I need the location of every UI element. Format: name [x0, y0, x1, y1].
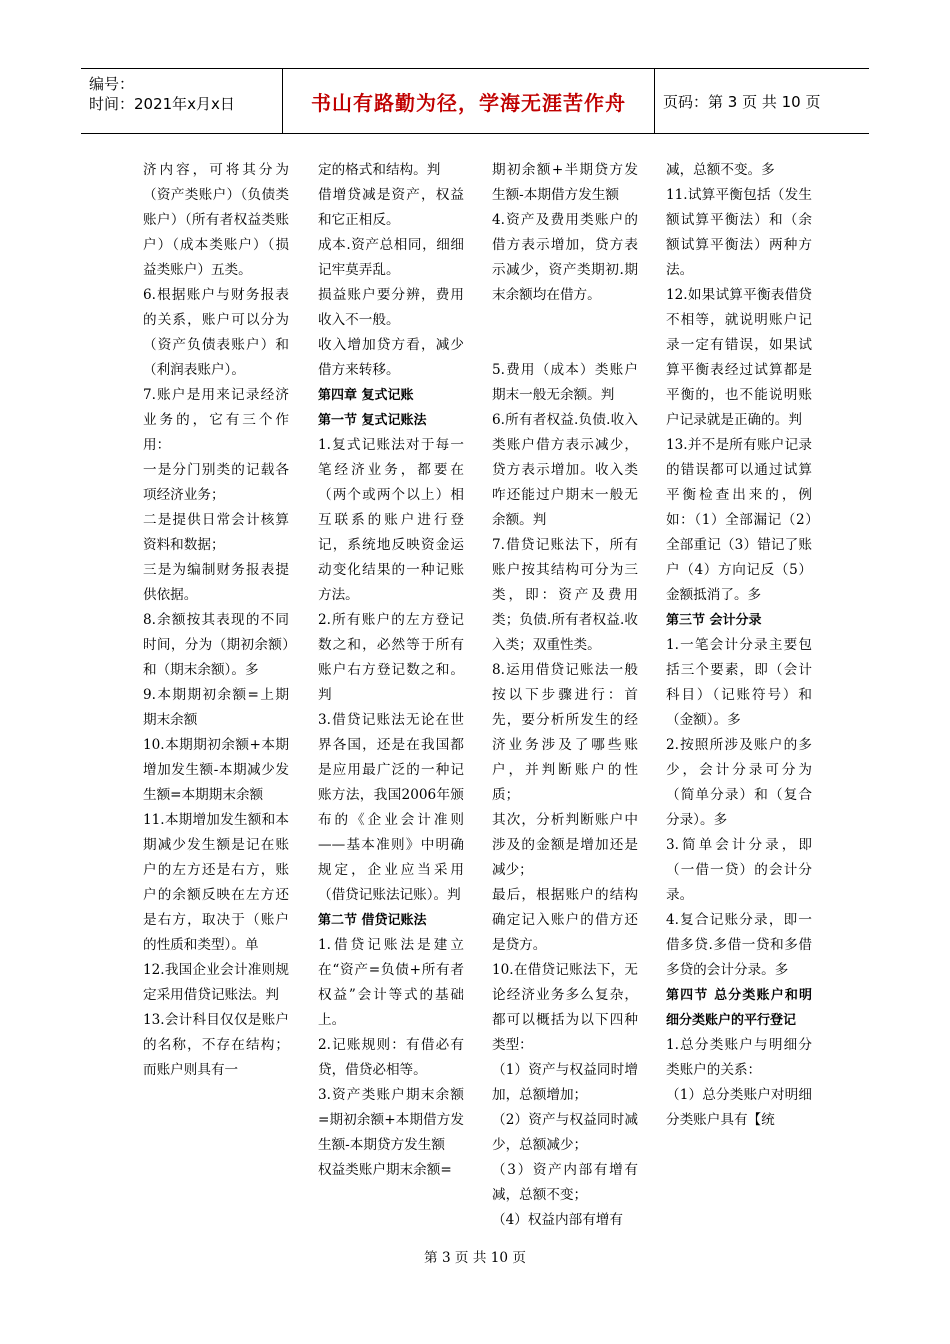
paragraph: 13.并不是所有账户记录的错误都可以通过试算平衡检查出来的，例如：（1）全部漏记（2）全部重记（3）错记了账户（4）方向记反（5）金额抵消了。多 — [666, 437, 812, 603]
paragraph: 12.如果试算平衡表借贷不相等，就说明账户记录一定有错误，如果试算平衡表经过试算都是平衡的，也不能说明账户记录就是正确的。判 — [666, 287, 812, 428]
paragraph: 最后，根据账户的结构确定记入账户的借方还是贷方。 — [492, 887, 638, 953]
paragraph: 3.简单会计分录，即（一借一贷）的会计分录。 — [666, 837, 812, 903]
page-header — [81, 68, 869, 134]
paragraph: 7.账户是用来记录经济业务的，它有三个作用： — [143, 387, 289, 453]
paragraph: 8.运用借贷记账法一般按以下步骤进行：首先，要分析所发生的经济业务涉及了哪些账户，并判断账户的性质； — [492, 662, 638, 803]
paragraph: （1）资产与权益同时增加，总额增加； — [492, 1062, 638, 1103]
paragraph: 一是分门别类的记载各项经济业务； — [143, 462, 289, 503]
text-column-1 — [143, 158, 289, 1083]
paragraph — [492, 308, 638, 358]
paragraph: 3.借贷记账法无论在世界各国，还是在我国都是应用最广泛的一种记账方法，我国2006年颁布的《企业会计准则——基本准则》中明确规定，企业应当采用（借贷记账法记账）。判 — [318, 712, 464, 903]
paragraph: 12.我国企业会计准则规定采用借贷记账法。判 — [143, 962, 289, 1003]
paragraph: 11.本期增加发生额和本期减少发生额是记在账户的左方还是右方，账户的余额反映在左方还是右方，取决于（账户的性质和类型）。单 — [143, 812, 289, 953]
paragraph: （3）资产内部有增有减，总额不变； — [492, 1162, 638, 1203]
paragraph: 6.所有者权益.负债.收入类账户借方表示减少，贷方表示增加。收入类咋还能过户期末一般无余额。判 — [492, 412, 638, 528]
paragraph: 其次，分析判断账户中涉及的金额是增加还是减少； — [492, 812, 638, 878]
text-column-2 — [318, 158, 464, 1183]
header-meta — [81, 69, 283, 133]
paragraph: （2）资产与权益同时减少，总额减少； — [492, 1112, 638, 1153]
page-footer: 第 3 页 共 10 页 — [424, 1250, 526, 1266]
paragraph: 1.一笔会计分录主要包括三个要素，即（会计科目）（记账符号）和（金额）。多 — [666, 637, 812, 728]
paragraph: 9.本期期初余额=上期期末余额 — [143, 687, 289, 728]
text-column-4 — [666, 158, 812, 1133]
paragraph: （1）总分类账户对明细分类账户具有【统 — [666, 1087, 812, 1128]
header-page-cell — [655, 69, 869, 133]
paragraph: 成本.资产总相同，细细记牢莫弄乱。 — [318, 237, 464, 278]
paragraph: 借增贷减是资产，权益和它正相反。 — [318, 187, 464, 228]
motto-text: 书山有路勤为径，学海无涯苦作舟 — [311, 90, 626, 115]
paragraph: 损益账户要分辨，费用收入不一般。 — [318, 287, 464, 328]
paragraph: 1.借贷记账法是建立在“资产=负债+所有者权益”会计等式的基础上。 — [318, 937, 464, 1028]
document-date-label: 时间：2021年x月x日 — [89, 95, 235, 113]
paragraph: 三是为编制财务报表提供依据。 — [143, 562, 289, 603]
paragraph: 收入增加贷方看，减少借方来转移。 — [318, 337, 464, 378]
text-column-3 — [492, 158, 638, 1233]
paragraph: 11.试算平衡包括（发生额试算平衡法）和（余额试算平衡法）两种方法。 — [666, 187, 812, 278]
paragraph: 2.记账规则：有借必有贷，借贷必相等。 — [318, 1037, 464, 1078]
paragraph: 2.所有账户的左方登记数之和，必然等于所有账户右方登记数之和。判 — [318, 612, 464, 703]
paragraph: 3.资产类账户期末余额=期初余额+本期借方发生额-本期贷方发生额 — [318, 1087, 464, 1153]
paragraph: 1.复式记账法对于每一笔经济业务，都要在（两个或两个以上）相互联系的账户进行登记，系统地反映资金运动变化结果的一种记账方法。 — [318, 437, 464, 603]
paragraph: 10.本期期初余额+本期增加发生额-本期减少发生额=本期期末余额 — [143, 737, 289, 803]
paragraph: 6.根据账户与财务报表的关系，账户可以分为（资产负债表账户）和（利润表账户）。 — [143, 287, 289, 378]
section-heading: 第四章 复式记账 — [318, 388, 414, 403]
paragraph: 13.会计科目仅仅是账户的名称，不存在结构；而账户则具有一 — [143, 1012, 289, 1078]
paragraph: 二是提供日常会计核算资料和数据； — [143, 512, 289, 553]
paragraph: 济内容，可将其分为（资产类账户）（负债类账户）（所有者权益类账户）（成本类账户）（损益类账户）五类。 — [143, 162, 289, 278]
paragraph: 期初余额+半期贷方发生额-本期借方发生额 — [492, 162, 638, 203]
paragraph: 5.费用（成本）类账户期末一般无余额。判 — [492, 362, 638, 403]
page-indicator: 页码：第 3 页 共 10 页 — [663, 92, 821, 111]
paragraph: 8.余额按其表现的不同时间，分为（期初余额）和（期末余额）。多 — [143, 612, 289, 678]
section-heading: 第三节 会计分录 — [666, 613, 762, 628]
document-number-label: 编号： — [89, 75, 135, 93]
paragraph: 4.资产及费用类账户的借方表示增加，贷方表示减少，资产类期初.期末余额均在借方。 — [492, 212, 638, 303]
paragraph: 1.总分类账户与明细分类账户的关系： — [666, 1037, 812, 1078]
paragraph: 减，总额不变。多 — [666, 162, 775, 178]
paragraph: 定的格式和结构。判 — [318, 162, 441, 178]
paragraph: 4.复合记账分录，即一借多贷.多借一贷和多借多贷的会计分录。多 — [666, 912, 812, 978]
paragraph: （4）权益内部有增有 — [492, 1212, 623, 1228]
paragraph: 7.借贷记账法下，所有账户按其结构可分为三类，即：资产及费用类；负债.所有者权益.收入类；双重性类。 — [492, 537, 638, 653]
section-heading: 第二节 借贷记账法 — [318, 913, 427, 928]
section-heading: 第四节 总分类账户和明细分类账户的平行登记 — [666, 988, 812, 1028]
paragraph: 10.在借贷记账法下，无论经济业务多么复杂，都可以概括为以下四种类型： — [492, 962, 638, 1053]
section-heading: 第一节 复式记账法 — [318, 413, 427, 428]
paragraph: 权益类账户期末余额= — [318, 1162, 452, 1178]
header-motto-cell — [283, 69, 655, 133]
paragraph: 2.按照所涉及账户的多少，会计分录可分为（简单分录）和（复合分录）。多 — [666, 737, 812, 828]
